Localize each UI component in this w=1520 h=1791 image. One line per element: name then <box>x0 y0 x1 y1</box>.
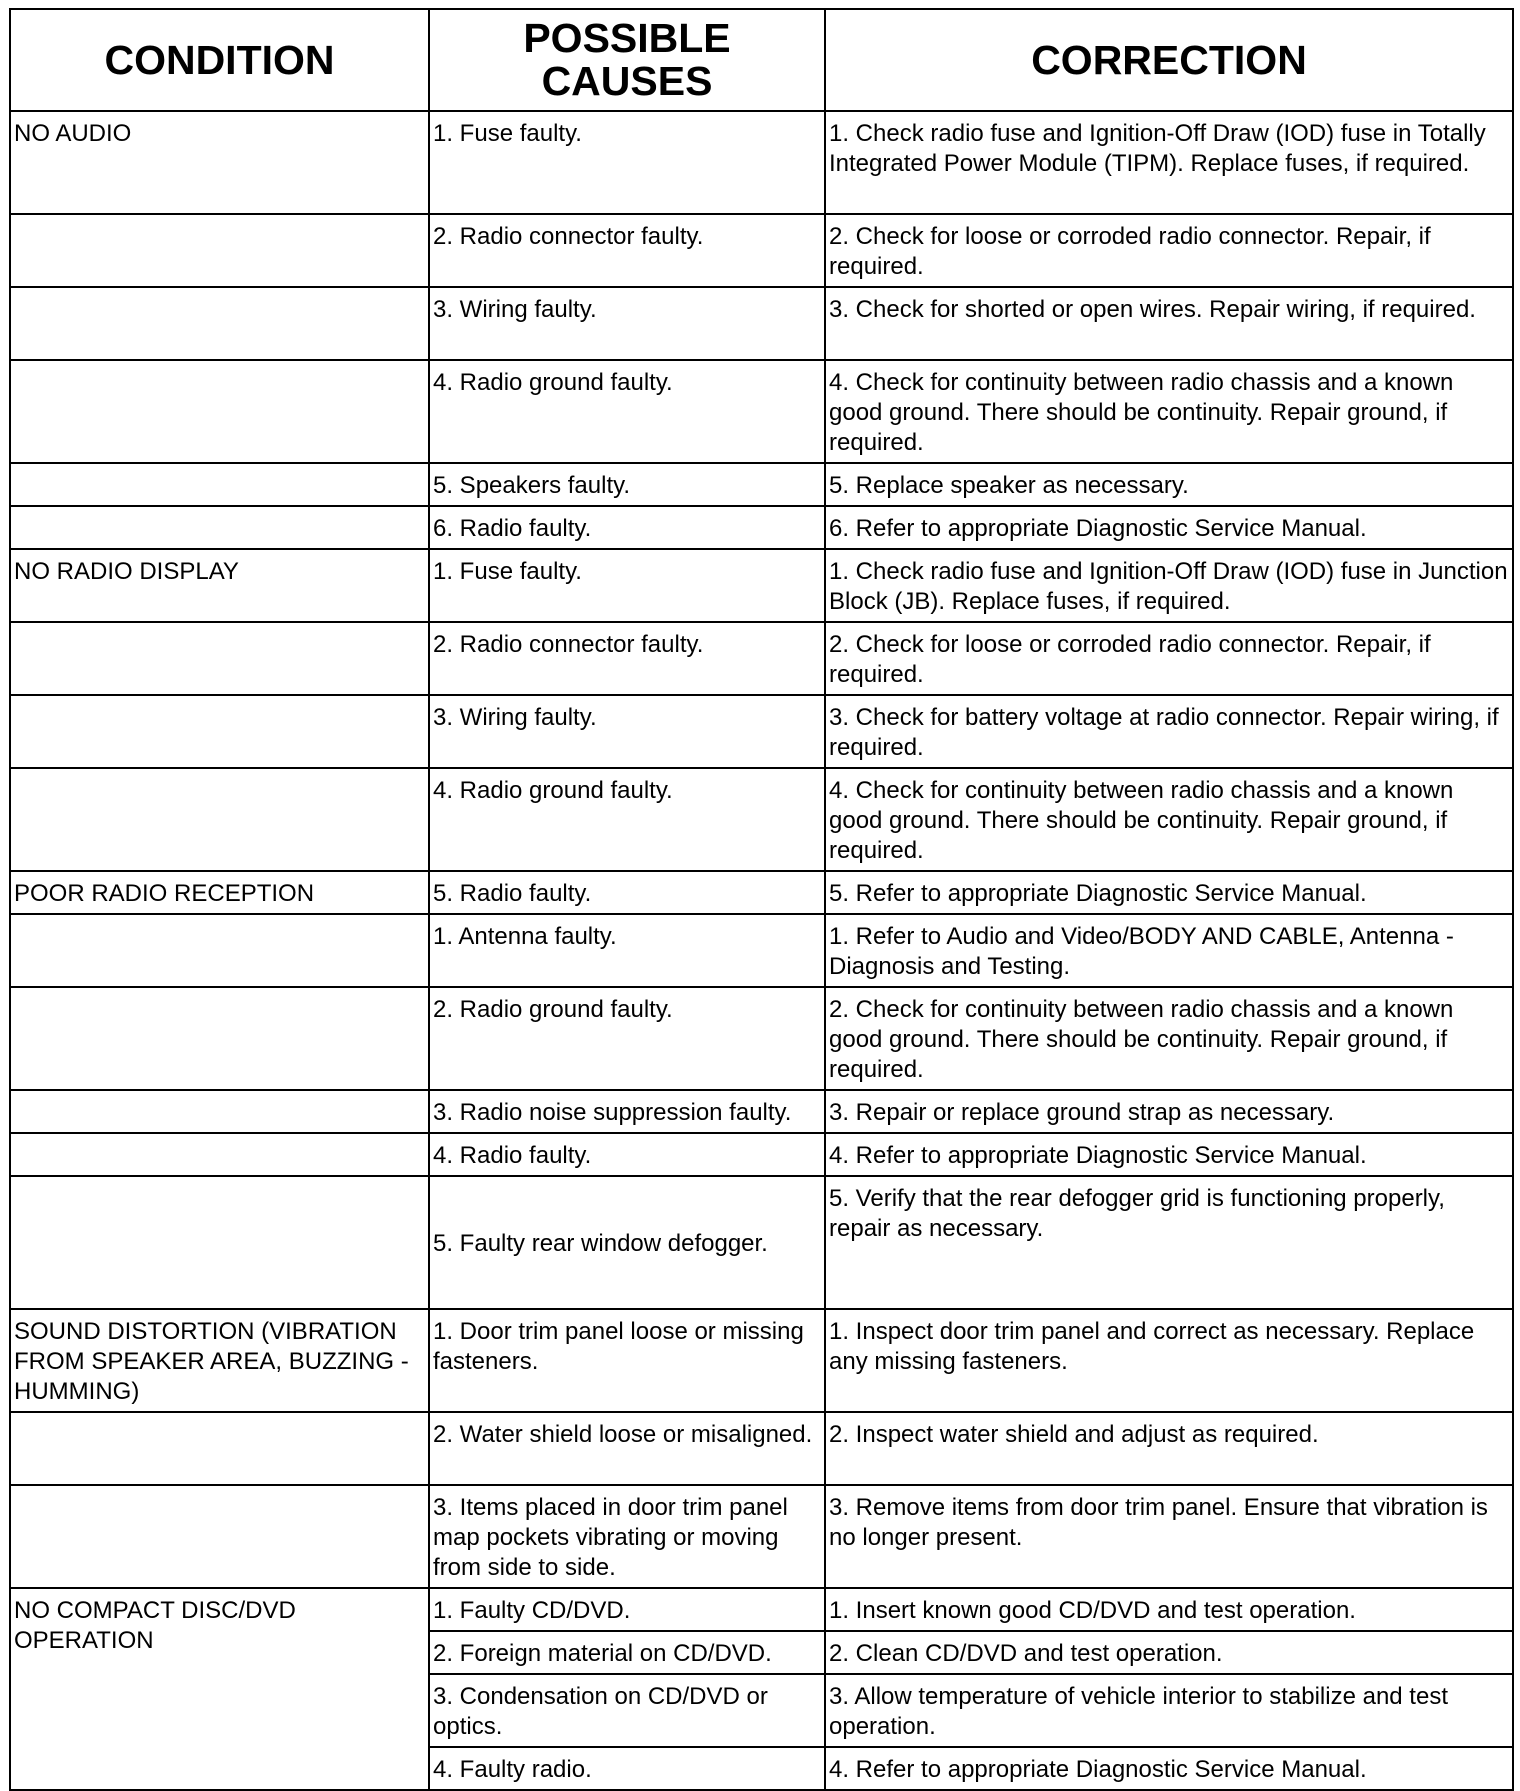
header-possible-causes: POSSIBLE CAUSES <box>429 9 825 111</box>
cause-cell: 3. Condensation on CD/DVD or optics. <box>429 1674 825 1747</box>
table-row <box>10 287 1513 360</box>
cause-cell: 1. Faulty CD/DVD. <box>429 1588 825 1631</box>
condition-cell <box>10 214 429 287</box>
cause-cell: 2. Radio connector faulty. <box>429 622 825 695</box>
correction-cell: 2. Check for continuity between radio chassis and a known good ground. There should be continuity. Repair ground, if required. <box>825 987 1513 1090</box>
table-row <box>10 111 1513 214</box>
condition-cell <box>10 1485 429 1588</box>
correction-cell: 4. Check for continuity between radio chassis and a known good ground. There should be continuity. Repair ground, if required. <box>825 360 1513 463</box>
cause-cell: 5. Speakers faulty. <box>429 463 825 506</box>
cause-cell: 2. Radio connector faulty. <box>429 214 825 287</box>
table-row <box>10 506 1513 549</box>
condition-cell <box>10 1176 429 1309</box>
condition-cell <box>10 1090 429 1133</box>
correction-cell: 4. Refer to appropriate Diagnostic Service Manual. <box>825 1747 1513 1790</box>
correction-cell: 1. Inspect door trim panel and correct as necessary. Replace any missing fasteners. <box>825 1309 1513 1412</box>
correction-cell: 3. Allow temperature of vehicle interior to stabilize and test operation. <box>825 1674 1513 1747</box>
correction-cell: 2. Check for loose or corroded radio connector. Repair, if required. <box>825 214 1513 287</box>
table-row <box>10 1412 1513 1485</box>
table-row <box>10 1176 1513 1309</box>
correction-cell: 4. Refer to appropriate Diagnostic Service Manual. <box>825 1133 1513 1176</box>
cause-cell: 5. Radio faulty. <box>429 871 825 914</box>
condition-cell <box>10 360 429 463</box>
cause-cell: 4. Radio ground faulty. <box>429 768 825 871</box>
condition-cell <box>10 695 429 768</box>
cause-cell: 5. Faulty rear window defogger. <box>429 1176 825 1309</box>
cause-cell: 2. Water shield loose or misaligned. <box>429 1412 825 1485</box>
cause-cell: 3. Radio noise suppression faulty. <box>429 1090 825 1133</box>
correction-cell: 1. Refer to Audio and Video/BODY AND CABLE, Antenna - Diagnosis and Testing. <box>825 914 1513 987</box>
correction-cell: 5. Replace speaker as necessary. <box>825 463 1513 506</box>
condition-cell <box>10 287 429 360</box>
table-row <box>10 1309 1513 1412</box>
cause-cell: 3. Wiring faulty. <box>429 695 825 768</box>
cause-cell: 4. Radio faulty. <box>429 1133 825 1176</box>
table-row <box>10 549 1513 622</box>
diagnosis-table <box>9 8 1514 1791</box>
condition-cell <box>10 506 429 549</box>
correction-cell: 3. Remove items from door trim panel. Ensure that vibration is no longer present. <box>825 1485 1513 1588</box>
correction-cell: 2. Inspect water shield and adjust as required. <box>825 1412 1513 1485</box>
cause-cell: 1. Antenna faulty. <box>429 914 825 987</box>
correction-cell: 5. Refer to appropriate Diagnostic Service Manual. <box>825 871 1513 914</box>
table-row <box>10 871 1513 914</box>
table-row <box>10 768 1513 871</box>
condition-cell: POOR RADIO RECEPTION <box>10 871 429 914</box>
correction-cell: 3. Check for shorted or open wires. Repair wiring, if required. <box>825 287 1513 360</box>
correction-cell: 3. Check for battery voltage at radio connector. Repair wiring, if required. <box>825 695 1513 768</box>
condition-cell <box>10 768 429 871</box>
header-correction: CORRECTION <box>825 9 1513 111</box>
condition-cell: NO RADIO DISPLAY <box>10 549 429 622</box>
table-row <box>10 622 1513 695</box>
correction-cell: 4. Check for continuity between radio chassis and a known good ground. There should be continuity. Repair ground, if required. <box>825 768 1513 871</box>
condition-cell <box>10 622 429 695</box>
table-row <box>10 463 1513 506</box>
cause-cell: 2. Radio ground faulty. <box>429 987 825 1090</box>
header-row <box>10 9 1513 111</box>
cause-cell: 4. Radio ground faulty. <box>429 360 825 463</box>
correction-cell: 3. Repair or replace ground strap as necessary. <box>825 1090 1513 1133</box>
table-row <box>10 695 1513 768</box>
condition-cell: SOUND DISTORTION (VIBRATION FROM SPEAKER AREA, BUZZING - HUMMING) <box>10 1309 429 1412</box>
table-row <box>10 987 1513 1090</box>
table-row <box>10 1588 1513 1631</box>
correction-cell: 2. Check for loose or corroded radio connector. Repair, if required. <box>825 622 1513 695</box>
condition-cell <box>10 1412 429 1485</box>
correction-cell: 1. Insert known good CD/DVD and test operation. <box>825 1588 1513 1631</box>
cause-cell: 1. Fuse faulty. <box>429 549 825 622</box>
table-row <box>10 914 1513 987</box>
cause-cell: 4. Faulty radio. <box>429 1747 825 1790</box>
condition-cell: NO AUDIO <box>10 111 429 214</box>
correction-cell: 6. Refer to appropriate Diagnostic Service Manual. <box>825 506 1513 549</box>
condition-cell <box>10 914 429 987</box>
table-row <box>10 1133 1513 1176</box>
correction-cell: 1. Check radio fuse and Ignition-Off Draw (IOD) fuse in Totally Integrated Power Module (TIPM). Replace fuses, if required. <box>825 111 1513 214</box>
correction-cell: 5. Verify that the rear defogger grid is functioning properly, repair as necessary. <box>825 1176 1513 1309</box>
cause-cell: 2. Foreign material on CD/DVD. <box>429 1631 825 1674</box>
cause-cell: 6. Radio faulty. <box>429 506 825 549</box>
cause-cell: 3. Items placed in door trim panel map pockets vibrating or moving from side to side. <box>429 1485 825 1588</box>
correction-cell: 1. Check radio fuse and Ignition-Off Draw (IOD) fuse in Junction Block (JB). Replace fuses, if required. <box>825 549 1513 622</box>
condition-cell <box>10 463 429 506</box>
correction-cell: 2. Clean CD/DVD and test operation. <box>825 1631 1513 1674</box>
table-row <box>10 1485 1513 1588</box>
cause-cell: 3. Wiring faulty. <box>429 287 825 360</box>
condition-cell: NO COMPACT DISC/DVD OPERATION <box>10 1588 429 1790</box>
table-row <box>10 214 1513 287</box>
condition-cell <box>10 1133 429 1176</box>
cause-cell: 1. Door trim panel loose or missing fasteners. <box>429 1309 825 1412</box>
cause-cell: 1. Fuse faulty. <box>429 111 825 214</box>
table-row <box>10 1090 1513 1133</box>
condition-cell <box>10 987 429 1090</box>
header-condition: CONDITION <box>10 9 429 111</box>
table-row <box>10 360 1513 463</box>
